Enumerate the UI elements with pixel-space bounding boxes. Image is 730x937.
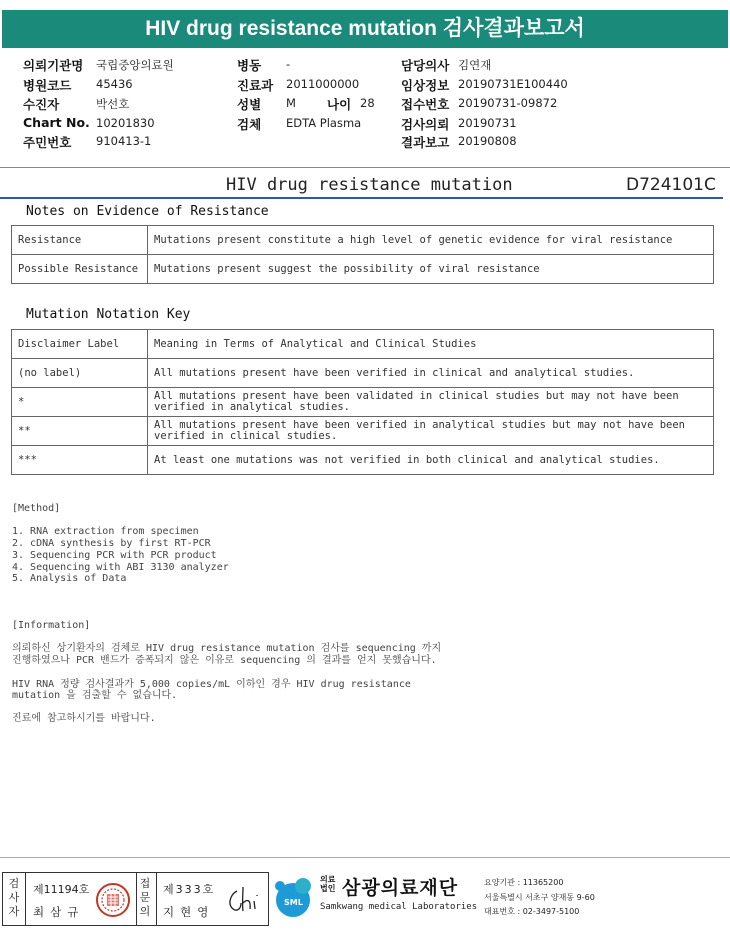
table-row bbox=[12, 417, 714, 446]
information-line: HIV RNA 정량 검사결과가 5,000 copies/mL 이하인 경우 HIV drug resistance bbox=[12, 679, 411, 690]
report-banner: HIV drug resistance mutation 검사결과보고서 bbox=[2, 10, 728, 48]
examiner-vertical-label bbox=[7, 877, 21, 919]
value-clinical-info: 20190731E100440 bbox=[458, 77, 568, 91]
value-physician: 김연재 bbox=[458, 58, 492, 72]
table-row bbox=[12, 388, 714, 417]
label-ward: 병동 bbox=[237, 58, 262, 73]
org-prefix: 의료법인 bbox=[320, 875, 336, 893]
table-row bbox=[12, 359, 714, 388]
value-age: 28 bbox=[360, 96, 375, 110]
label-age: 나이 bbox=[327, 97, 352, 112]
consultant-signature-icon bbox=[223, 883, 265, 917]
notation-label: *** bbox=[12, 446, 148, 475]
information-line: 의뢰하신 상기환자의 검체로 HIV drug resistance mutation 검사를 sequencing 까지 bbox=[12, 643, 442, 654]
notation-text: All mutations present have been verified in clinical and analytical studies. bbox=[148, 359, 714, 388]
value-test-request: 20190731 bbox=[458, 116, 517, 130]
footer-divider bbox=[0, 857, 730, 858]
method-step: 2. cDNA synthesis by first RT-PCR bbox=[12, 538, 211, 549]
notation-text: At least one mutations was not verified in both clinical and analytical studies. bbox=[148, 446, 714, 475]
information-line: 진행하였으나 PCR 밴드가 증폭되지 않은 이유로 sequencing 의 결과를 얻지 못했습니다. bbox=[12, 655, 437, 666]
table-row bbox=[12, 226, 714, 255]
label-receipt-no: 접수번호 bbox=[401, 97, 450, 112]
vlabel-char: 의 bbox=[139, 905, 151, 918]
evidence-text: Mutations present constitute a high level of genetic evidence for viral resistance bbox=[148, 226, 714, 255]
value-resident-no: 910413-1 bbox=[96, 134, 152, 148]
label-hospital-code: 병원코드 bbox=[23, 78, 72, 93]
sig-divider bbox=[25, 873, 26, 925]
org-english-name: Samkwang medical Laboratories bbox=[320, 902, 478, 912]
value-ward: - bbox=[286, 57, 291, 71]
evidence-text: Mutations present suggest the possibility of viral resistance bbox=[148, 255, 714, 284]
value-chart-no: 10201830 bbox=[96, 116, 155, 130]
label-physician: 담당의사 bbox=[401, 58, 450, 73]
notation-text: Meaning in Terms of Analytical and Clinical Studies bbox=[148, 330, 714, 359]
sig-divider bbox=[136, 873, 137, 925]
evidence-label: Resistance bbox=[12, 226, 148, 255]
evidence-table bbox=[11, 225, 714, 284]
information-line: mutation 을 검출할 수 없습니다. bbox=[12, 690, 178, 701]
label-result-report: 결과보고 bbox=[401, 135, 450, 150]
examiner-name: 최삼규 bbox=[33, 905, 85, 919]
label-sex: 성별 bbox=[237, 97, 262, 112]
information-title: [Information] bbox=[12, 620, 91, 631]
sml-logo-icon bbox=[270, 874, 318, 920]
label-patient-name: 수진자 bbox=[23, 97, 60, 112]
value-result-report: 20190808 bbox=[458, 134, 517, 148]
consultant-vertical-label bbox=[138, 877, 152, 919]
signature-box bbox=[2, 872, 269, 926]
value-receipt-no: 20190731-09872 bbox=[458, 96, 558, 110]
value-hospital-code: 45436 bbox=[96, 77, 133, 91]
notation-text: All mutations present have been validated in clinical studies but may not have been verified in analytical studies. bbox=[148, 388, 714, 417]
method-step: 3. Sequencing PCR with PCR product bbox=[12, 550, 217, 561]
label-clinical-info: 임상정보 bbox=[401, 78, 450, 93]
notation-label: ** bbox=[12, 417, 148, 446]
label-specimen: 검체 bbox=[237, 117, 262, 132]
report-title: HIV drug resistance mutation bbox=[226, 175, 513, 195]
notation-section-title: Mutation Notation Key bbox=[26, 307, 191, 322]
notation-label: (no label) bbox=[12, 359, 148, 388]
value-department: 2011000000 bbox=[286, 77, 360, 91]
table-row bbox=[12, 255, 714, 284]
notation-text: All mutations present have been verified in analytical studies but may not have been verified in clinical studies. bbox=[148, 417, 714, 446]
vlabel-char: 접 bbox=[139, 877, 151, 890]
examiner-license-number: 제11194호 bbox=[33, 883, 90, 896]
table-row bbox=[12, 330, 714, 359]
examiner-seal-icon bbox=[95, 882, 131, 918]
org-institution-code: 요양기관 : 11365200 bbox=[484, 878, 564, 887]
evidence-section-title: Notes on Evidence of Resistance bbox=[26, 204, 269, 219]
header-divider bbox=[0, 167, 730, 168]
consultant-license-number: 제333호 bbox=[163, 883, 216, 896]
org-phone: 대표번호 : 02-3497-5100 bbox=[484, 907, 580, 916]
vlabel-char: 문 bbox=[139, 891, 151, 904]
consultant-name: 지현영 bbox=[163, 905, 215, 919]
vlabel-char: 검 bbox=[8, 877, 20, 890]
value-requesting-org: 국립중앙의료원 bbox=[96, 58, 174, 72]
label-resident-no: 주민번호 bbox=[23, 135, 72, 150]
sml-logo-text: SML bbox=[284, 898, 303, 907]
label-department: 진료과 bbox=[237, 78, 274, 93]
org-address: 서울특별시 서초구 양재동 9-60 bbox=[484, 893, 595, 902]
notation-label: Disclaimer Label bbox=[12, 330, 148, 359]
notation-table bbox=[11, 329, 714, 475]
label-requesting-org: 의뢰기관명 bbox=[23, 58, 84, 73]
sig-divider bbox=[156, 873, 157, 925]
notation-label: * bbox=[12, 388, 148, 417]
vlabel-char: 자 bbox=[8, 905, 20, 918]
table-row bbox=[12, 446, 714, 475]
value-specimen: EDTA Plasma bbox=[286, 116, 362, 130]
evidence-label: Possible Resistance bbox=[12, 255, 148, 284]
vlabel-char: 사 bbox=[8, 891, 20, 904]
method-step: 1. RNA extraction from specimen bbox=[12, 526, 199, 537]
method-title: [Method] bbox=[12, 503, 61, 514]
value-patient-name: 박선호 bbox=[96, 97, 130, 111]
method-step: 4. Sequencing with ABI 3130 analyzer bbox=[12, 562, 229, 573]
information-line: 진료에 참고하시기를 바랍니다. bbox=[12, 713, 156, 724]
label-test-request: 검사의뢰 bbox=[401, 117, 450, 132]
org-name: 삼광의료재단 bbox=[342, 877, 459, 899]
report-title-underline bbox=[0, 197, 723, 199]
label-chart-no: Chart No. bbox=[23, 115, 90, 130]
method-step: 5. Analysis of Data bbox=[12, 573, 127, 584]
report-code: D724101C bbox=[626, 175, 716, 195]
value-sex: M bbox=[286, 96, 296, 110]
